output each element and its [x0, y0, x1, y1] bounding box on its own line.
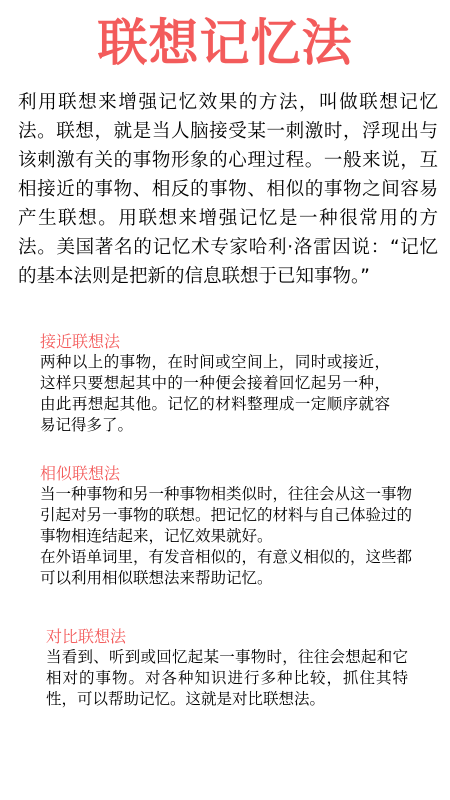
section-title: 接近联想法 [40, 332, 121, 351]
section-body: 两种以上的事物，在时间或空间上，同时或接近，这样只要想起其中的一种便会接着回忆起另一种，由此再想起其他。记忆的材料整理成一定顺序就容易记得多了。 [40, 353, 390, 434]
page-title: 联想记忆法 [97, 14, 353, 72]
section-body: 当一种事物和另一种事物相类似时，往往会从这一事物引起对另一事物的联想。把记忆的材料与自己体验过的事物相连结起来，记忆效果就好。 [40, 485, 413, 545]
intro-paragraph: 利用联想来增强记忆效果的方法，叫做联想记忆法。联想，就是当人脑接受某一刺激时，浮现出与该刺激有关的事物形象的心理过程。一般来说，互相接近的事物、相反的事物、相似的事物之间容易产生联想。用联想来增强记忆是一种很常用的方法。美国著名的记忆术专家哈利·洛雷因说：“记忆的基本法则是把新的信息联想于已知事物。” [18, 92, 438, 287]
section-body-continued: 在外语单词里，有发音相似的，有意义相似的，这些都可以利用相似联想法来帮助记忆。 [40, 548, 413, 587]
section-contrast-association [46, 627, 408, 710]
section-similarity-association [40, 464, 412, 589]
section-title: 对比联想法 [46, 627, 127, 646]
section-title: 相似联想法 [40, 464, 121, 483]
section-proximity-association [40, 332, 390, 436]
section-body: 当看到、听到或回忆起某一事物时，往往会想起和它相对的事物。对各种知识进行多种比较，抓住其特性，可以帮助记忆。这就是对比联想法。 [46, 648, 408, 708]
